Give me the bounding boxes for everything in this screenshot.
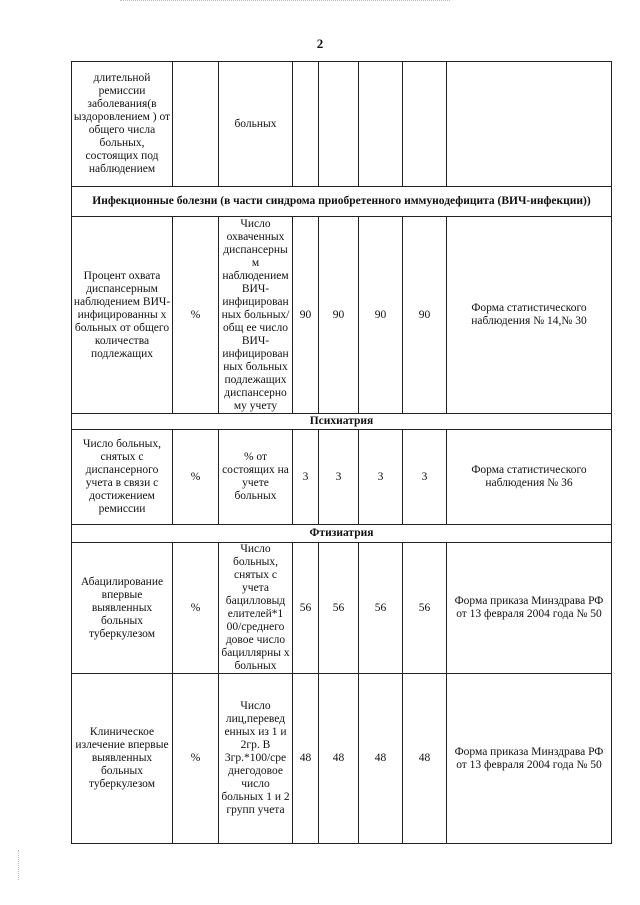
source-cell: Форма приказа Минздрава РФ от 13 февраля 2004 года № 50 bbox=[447, 543, 612, 674]
table-row bbox=[72, 674, 612, 844]
unit-cell: % bbox=[173, 543, 219, 674]
unit-cell: % bbox=[173, 674, 219, 844]
indicator-cell: Число больных, снятых с диспансерного учета в связи с достижением ремиссии bbox=[72, 430, 173, 525]
unit-cell: % bbox=[173, 217, 219, 414]
value-cell: 48 bbox=[359, 674, 403, 844]
value-cell bbox=[359, 62, 403, 187]
source-cell bbox=[447, 62, 612, 187]
section-header-row bbox=[72, 525, 612, 543]
indicator-cell: длительной ремиссии заболевания(в ыздоровлением ) от общего числа больных, состоящих под наблюдением bbox=[72, 62, 173, 187]
value-cell: 56 bbox=[293, 543, 319, 674]
section-header-row bbox=[72, 187, 612, 217]
section-title-psychiatry: Психиатрия bbox=[72, 414, 612, 430]
table-row bbox=[72, 543, 612, 674]
value-cell: 3 bbox=[403, 430, 447, 525]
value-cell: 56 bbox=[359, 543, 403, 674]
margin-artifact bbox=[18, 850, 21, 880]
formula-cell: Число охваченных диспансерны м наблюдением ВИЧ-инфицирован ных больных/общ ее число ВИЧ-инфицирован ных больных подлежащих диспансерно му учету bbox=[219, 217, 293, 414]
value-cell: 90 bbox=[319, 217, 359, 414]
section-title-phthisiatry: Фтизиатрия bbox=[72, 525, 612, 543]
source-cell: Форма статистического наблюдения № 36 bbox=[447, 430, 612, 525]
value-cell: 48 bbox=[403, 674, 447, 844]
table-row bbox=[72, 430, 612, 525]
source-cell: Форма статистического наблюдения № 14,№ 30 bbox=[447, 217, 612, 414]
section-header-row bbox=[72, 414, 612, 430]
value-cell: 56 bbox=[319, 543, 359, 674]
unit-cell bbox=[173, 62, 219, 187]
formula-cell: % от состоящих на учете больных bbox=[219, 430, 293, 525]
source-cell: Форма приказа Минздрава РФ от 13 февраля 2004 года № 50 bbox=[447, 674, 612, 844]
indicator-cell: Абацилирование впервые выявленных больных туберкулезом bbox=[72, 543, 173, 674]
value-cell: 90 bbox=[359, 217, 403, 414]
table-row bbox=[72, 217, 612, 414]
indicator-cell: Процент охвата диспансерным наблюдением ВИЧ-инфицированны х больных от общего количества подлежащих bbox=[72, 217, 173, 414]
formula-cell: Число лиц,перевед енных из 1 и 2гр. В 3гр.*100/сре днегодовое число больных 1 и 2 групп учета bbox=[219, 674, 293, 844]
value-cell: 3 bbox=[293, 430, 319, 525]
formula-cell: Число больных, снятых с учета бацилловыд елителей*1 00/среднего довое число бациллярны х больных bbox=[219, 543, 293, 674]
value-cell bbox=[403, 62, 447, 187]
value-cell: 3 bbox=[319, 430, 359, 525]
section-title-hiv: Инфекционные болезни (в части синдрома приобретенного иммунодефицита (ВИЧ-инфекции)) bbox=[72, 187, 612, 217]
value-cell: 90 bbox=[293, 217, 319, 414]
page-number: 2 bbox=[316, 36, 324, 51]
value-cell: 56 bbox=[403, 543, 447, 674]
scan-artifact-marks bbox=[120, 0, 450, 9]
formula-cell: больных bbox=[219, 62, 293, 187]
value-cell bbox=[319, 62, 359, 187]
value-cell: 3 bbox=[359, 430, 403, 525]
value-cell bbox=[293, 62, 319, 187]
value-cell: 48 bbox=[319, 674, 359, 844]
continuation-row bbox=[72, 62, 612, 187]
value-cell: 48 bbox=[293, 674, 319, 844]
indicator-cell: Клиническое излечение впервые выявленных больных туберкулезом bbox=[72, 674, 173, 844]
unit-cell: % bbox=[173, 430, 219, 525]
value-cell: 90 bbox=[403, 217, 447, 414]
indicators-table bbox=[71, 61, 612, 844]
